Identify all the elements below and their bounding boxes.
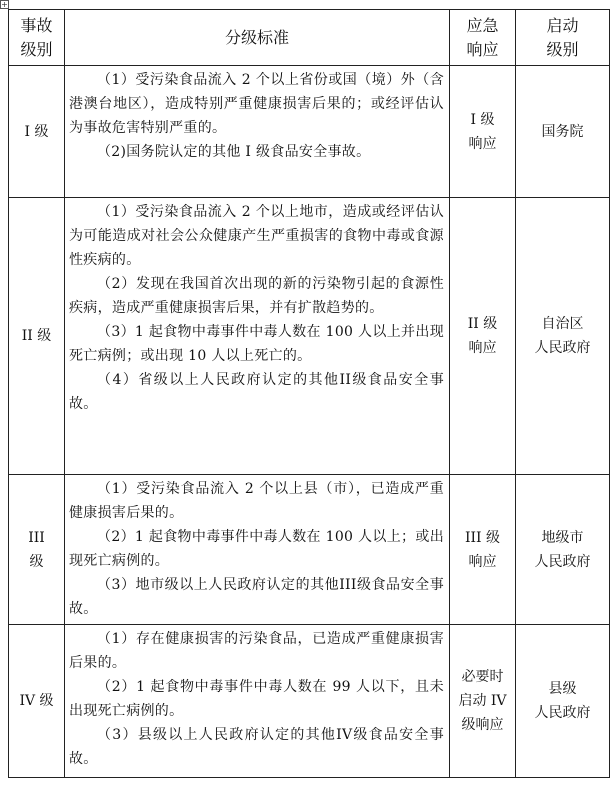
criteria-item: （2）1 起食物中毒事件中毒人数在 99 人以下，且未出现死亡病例的。 <box>69 679 444 719</box>
criteria-cell <box>65 66 450 198</box>
response-line: II 级 <box>467 316 498 332</box>
table-row-level-4 <box>9 625 610 778</box>
level-cell: I 级 <box>9 66 65 198</box>
criteria-item: （3）1 起食物中毒事件中毒人数在 100 人以上并出现死亡病例；或出现 10 人以上死亡的。 <box>69 324 444 364</box>
header-emergency-response-line2: 响应 <box>466 39 499 59</box>
authority-line: 县级 <box>548 681 577 697</box>
response-line: 必要时 <box>461 669 504 685</box>
header-incident-level-line1: 事故 <box>20 15 53 35</box>
criteria-item: （3）县级以上人民政府认定的其他IV级食品安全事故。 <box>69 727 444 767</box>
response-cell <box>450 66 516 198</box>
authority-cell <box>516 475 610 625</box>
incident-grading-table <box>8 9 610 778</box>
response-cell <box>450 475 516 625</box>
table-row-level-1 <box>9 66 610 198</box>
authority-line: 人民政府 <box>534 705 591 721</box>
criteria-item: （3）地市级以上人民政府认定的其他III级食品安全事故。 <box>69 577 444 617</box>
response-line: 启动 IV <box>458 693 507 709</box>
response-line: 响应 <box>468 553 497 570</box>
authority-cell <box>516 66 610 198</box>
criteria-item: （1）受污染食品流入 2 个以上省份或国（境）外（含港澳台地区），造成特别严重健康损害后果的；或经评估认为事故危害特别严重的。 <box>69 72 444 136</box>
authority-cell <box>516 198 610 475</box>
criteria-item: （2）1 起食物中毒事件中毒人数在 100 人以上；或出现死亡病例的。 <box>69 529 444 569</box>
criteria-item: （1）受污染食品流入 2 个以上地市，造成或经评估认为可能造成对社会公众健康产生严重损害的食物中毒或食源性疾病的。 <box>69 204 444 268</box>
authority-line: 国务院 <box>541 123 584 140</box>
level-cell: II 级 <box>9 198 65 475</box>
response-cell <box>450 198 516 475</box>
criteria-item: （1）存在健康损害的污染食品，已造成严重健康损害后果的。 <box>69 631 444 671</box>
table-row-level-2 <box>9 198 610 475</box>
authority-line: 人民政府 <box>534 553 591 570</box>
header-activation-level <box>516 10 610 66</box>
response-line: 响应 <box>468 340 497 356</box>
response-cell <box>450 625 516 778</box>
table-header-row <box>9 10 610 66</box>
level-line: 级 <box>29 553 44 570</box>
header-emergency-response-line1: 应急 <box>466 15 499 35</box>
header-incident-level <box>9 10 65 66</box>
criteria-item: （4）省级以上人民政府认定的其他II级食品安全事故。 <box>69 372 444 412</box>
table-move-handle[interactable]: + <box>1 0 8 9</box>
criteria-item: （1）受污染食品流入 2 个以上县（市），已造成严重健康损害后果的。 <box>69 481 444 521</box>
header-activation-level-line2: 级别 <box>546 39 579 59</box>
criteria-item: （2）发现在我国首次出现的新的污染物引起的食源性疾病，造成严重健康损害后果，并有扩散趋势的。 <box>69 276 444 316</box>
header-emergency-response <box>450 10 516 66</box>
response-line: I 级 <box>470 111 495 128</box>
response-line: III 级 <box>464 529 501 546</box>
criteria-cell <box>65 475 450 625</box>
header-incident-level-line2: 级别 <box>20 39 53 59</box>
header-activation-level-line1: 启动 <box>546 15 579 35</box>
response-line: 响应 <box>468 135 497 152</box>
authority-line: 地级市 <box>541 529 584 546</box>
authority-line: 人民政府 <box>534 340 591 356</box>
authority-cell <box>516 625 610 778</box>
table-row-level-3 <box>9 475 610 625</box>
header-grading-criteria: 分级标准 <box>65 10 450 66</box>
authority-line: 自治区 <box>541 316 584 332</box>
criteria-cell <box>65 198 450 475</box>
criteria-item: （2)国务院认定的其他 I 级食品安全事故。 <box>97 144 371 160</box>
level-cell: IV 级 <box>9 625 65 778</box>
level-cell <box>9 475 65 625</box>
response-line: 级响应 <box>461 717 504 733</box>
level-line: III <box>28 529 45 546</box>
criteria-cell <box>65 625 450 778</box>
